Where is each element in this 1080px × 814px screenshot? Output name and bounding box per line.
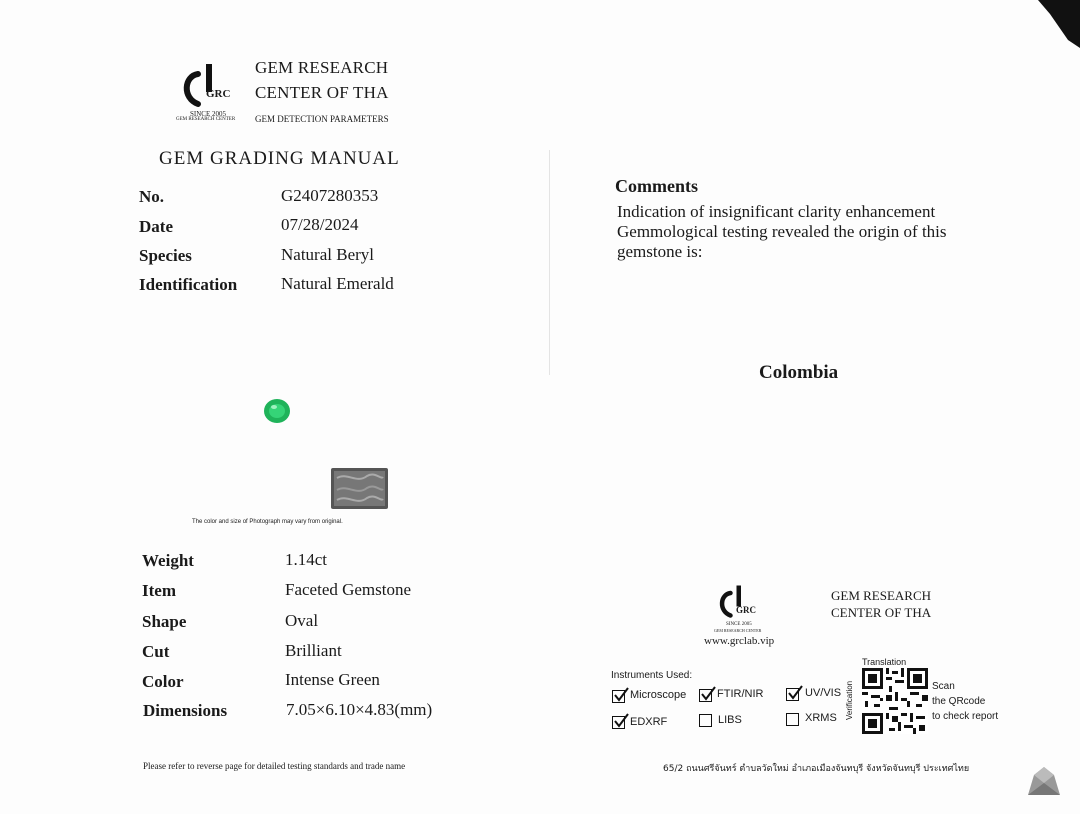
field-label-item: Item [142,581,176,600]
field-value-cut: Brilliant [285,641,342,660]
header-subtitle: GEM DETECTION PARAMETERS [255,114,389,124]
checkbox-edxrf[interactable] [612,716,625,729]
field-value-color: Intense Green [285,670,380,689]
field-value-species: Natural Beryl [281,245,374,264]
field-label-no: No. [139,187,165,206]
checkbox-ftir-nir[interactable] [699,689,712,702]
org-name-line1: GEM RESEARCH [255,58,389,77]
qr-verification-label: Verification [845,680,854,720]
field-value-weight: 1.14ct [285,550,328,569]
qr-scan-line2: the QRcode [932,696,986,707]
footer-note-left: Please refer to reverse page for detailed testing standards and trade name [143,761,406,771]
field-value-date: 07/28/2024 [281,215,359,234]
org-name-right-line2: CENTER OF THA [831,605,932,620]
gem-watermark-icon [1024,765,1064,799]
comments-text: Indication of insignificant clarity enhancement Gemmological testing revealed the origin of this gemstone is: [617,202,947,261]
instrument-label-ftir-nir: FTIR/NIR [717,688,764,700]
field-label-species: Species [139,246,192,265]
checkbox-microscope[interactable] [612,690,625,703]
qr-code[interactable] [862,668,928,734]
field-label-cut: Cut [142,642,170,661]
manual-title: GEM GRADING MANUAL [159,148,400,169]
field-label-date: Date [139,217,173,236]
instrument-label-microscope: Microscope [630,689,687,701]
logo-center: GEM RESEARCH CENTER [176,117,236,122]
website-link[interactable]: www.grclab.vip [704,635,775,647]
instruments-title: Instruments Used: [611,670,693,681]
field-value-item: Faceted Gemstone [285,580,412,599]
footer-address: 65/2 ถนนศรีจันทร์ ตำบลวัดใหม่ อำเภอเมืองจันทบุรี จังหวัดจันทบุรี ประเทศไทย [663,764,970,774]
grc-logo [176,62,240,124]
field-value-no: G2407280353 [281,186,379,205]
logo-text-right: GRC [736,605,756,615]
checkbox-uv-vis[interactable] [786,688,799,701]
qr-translation-label: Translation [862,657,907,667]
qr-scan-text [932,679,998,724]
check-icon [613,713,629,729]
gem-photo [262,397,292,425]
qr-scan-line1: Scan [932,681,955,692]
logo-since-right: SINCE 2005 [726,622,752,627]
check-icon [700,686,716,702]
field-label-weight: Weight [142,551,194,570]
qr-scan-line3: to check report [932,711,999,722]
instrument-label-xrms: XRMS [805,712,837,724]
field-value-dimensions: 7.05×6.10×4.83(mm) [286,700,433,719]
field-label-identification: Identification [139,275,238,294]
checkbox-libs[interactable] [699,714,712,727]
instrument-label-edxrf: EDXRF [630,716,668,728]
checkbox-xrms[interactable] [786,713,799,726]
corner-shadow [1020,0,1080,48]
logo-text: GRC [206,88,231,100]
org-name-right-line1: GEM RESEARCH [831,588,932,603]
logo-since: SINCE 2005 [190,110,226,118]
field-label-dimensions: Dimensions [143,701,228,720]
instrument-label-libs: LIBS [718,714,742,726]
field-value-shape: Oval [285,611,319,630]
field-value-identification: Natural Emerald [281,274,394,293]
photo-note: The color and size of Photograph may vary from original. [192,519,343,525]
page-fold-line [549,150,550,375]
field-label-color: Color [142,672,184,691]
field-label-shape: Shape [142,612,187,631]
hologram-seal [331,468,388,509]
grc-logo-icon [176,62,240,110]
comments-title: Comments [615,176,698,196]
grc-logo-right [714,584,778,634]
logo-center-right: GEM RESEARCH CENTER [714,628,762,633]
check-icon [787,685,803,701]
origin-country: Colombia [759,362,839,383]
org-name-line2: CENTER OF THA [255,83,389,102]
check-icon [613,687,629,703]
instrument-label-uv-vis: UV/VIS [805,687,842,699]
